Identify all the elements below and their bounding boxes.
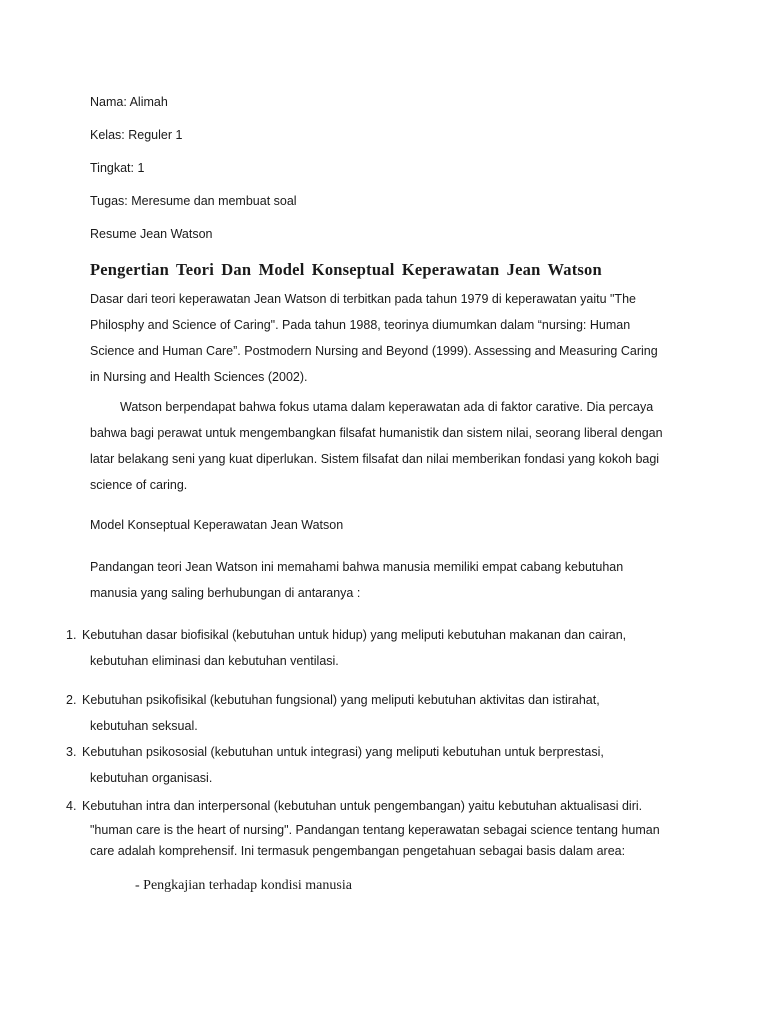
list-item: [66, 793, 666, 819]
list-number: 2.: [66, 693, 77, 707]
student-class: Kelas: Reguler 1: [90, 128, 183, 142]
watson-paragraph: Watson berpendapat bahwa fokus utama dalam keperawatan ada di faktor carative. Dia percaya bahwa bagi perawat untuk mengembangkan filsafat humanistik dan sistem nilai, seorang liberal dengan latar belakang seni yang kuat diperlukan. Sistem filsafat dan nilai memberikan fondasi yang kokoh bagi science of caring.: [90, 400, 663, 492]
list-number: 1.: [66, 628, 77, 642]
list-number: 4.: [66, 799, 77, 813]
list-text: Kebutuhan psikososial (kebutuhan untuk integrasi) yang meliputi kebutuhan untuk berprestasi,: [82, 745, 604, 759]
bullet-item: - Pengkajian terhadap kondisi manusia: [135, 878, 352, 893]
assignment-task: Tugas: Meresume dan membuat soal: [90, 194, 297, 208]
list-item: [66, 687, 666, 739]
list-text: Kebutuhan dasar biofisikal (kebutuhan untuk hidup) yang meliputi kebutuhan makanan dan cairan,: [82, 628, 627, 642]
list-number: 3.: [66, 745, 77, 759]
intro-paragraph: Dasar dari teori keperawatan Jean Watson di terbitkan pada tahun 1979 di keperawatan yaitu "The Philosphy and Science of Caring". Pada tahun 1988, teorinya diumumkan dalam “nursing: Human Science and Human Care”. Postmodern Nursing and Beyond (1999). Assessing and Measuring Caring in Nursing and Health Sciences (2002).: [90, 292, 658, 384]
page-title: Pengertian Teori Dan Model Konseptual Keperawatan Jean Watson: [90, 260, 602, 279]
human-care-paragraph: "human care is the heart of nursing". Pandangan tentang keperawatan sebagai science tentang human care adalah komprehensif. Ini termasuk pengembangan pengetahuan sebagai basis dalam area:: [90, 823, 660, 858]
student-level: Tingkat: 1: [90, 161, 145, 175]
list-text-continued: kebutuhan organisasi.: [90, 771, 213, 785]
section-subheading: Model Konseptual Keperawatan Jean Watson: [90, 518, 344, 532]
list-text: Kebutuhan psikofisikal (kebutuhan fungsional) yang meliputi kebutuhan aktivitas dan istirahat,: [82, 693, 600, 707]
resume-label: Resume Jean Watson: [90, 227, 213, 241]
list-item: [66, 739, 666, 791]
list-text-continued: kebutuhan eliminasi dan kebutuhan ventilasi.: [90, 654, 339, 668]
list-item: [66, 622, 666, 674]
student-name: Nama: Alimah: [90, 95, 168, 109]
needs-intro-paragraph: Pandangan teori Jean Watson ini memahami bahwa manusia memiliki empat cabang kebutuhan manusia yang saling berhubungan di antaranya :: [90, 560, 624, 600]
list-text-continued: kebutuhan seksual.: [90, 719, 198, 733]
list-text: Kebutuhan intra dan interpersonal (kebutuhan untuk pengembangan) yaitu kebutuhan aktualisasi diri.: [82, 799, 643, 813]
